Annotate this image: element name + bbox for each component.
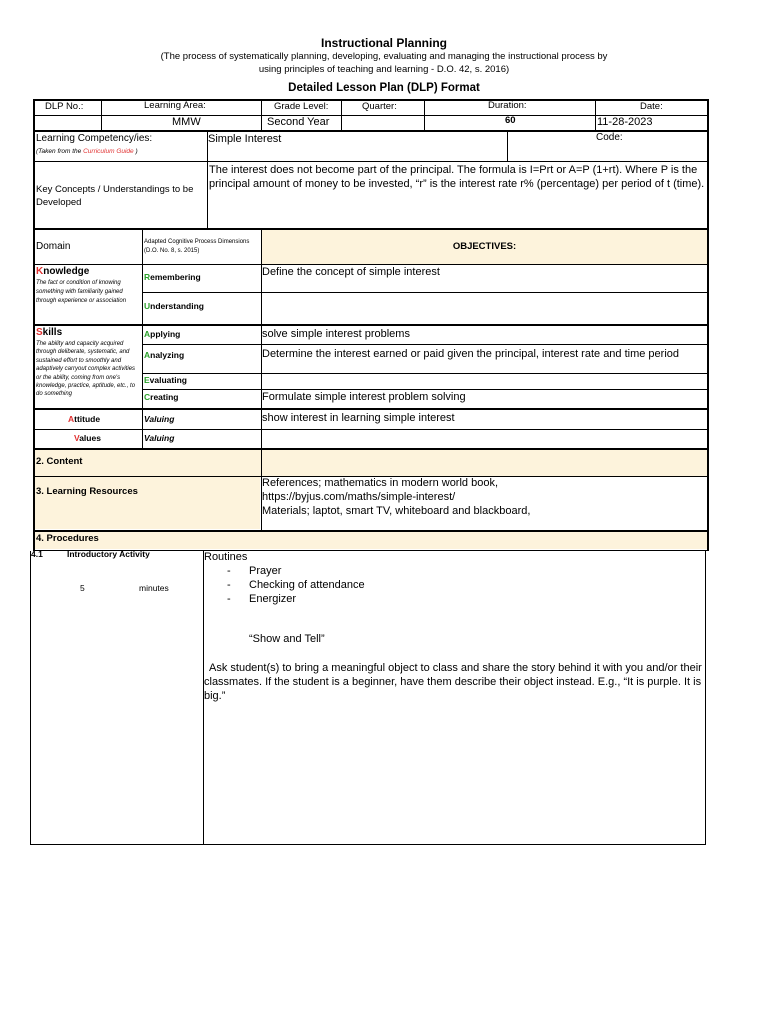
attitude-bottom (34, 429, 708, 430)
info-col-5 (595, 100, 596, 130)
concepts-value: The interest does not become part of the principal. The formula is I=Prt or A=P (1+rt). Where P is the principal amount of money to be invested, “r” is the interest rate r% (percentage) per period of t (time). (209, 164, 705, 190)
quarter-label: Quarter: (362, 101, 397, 112)
page-title: Instructional Planning (320, 36, 447, 50)
info-col-3 (341, 100, 342, 130)
attitude-objective: show interest in learning simple interest (262, 412, 455, 424)
routine-item: Prayer (249, 565, 282, 577)
bullet: - (227, 593, 231, 605)
info-col-4 (424, 100, 425, 130)
bullet: - (227, 565, 231, 577)
competency-note-prefix: (Taken from the (36, 148, 84, 155)
creating-objective: Formulate simple interest problem solving (262, 391, 466, 403)
competency-note-suffix: ) (133, 148, 138, 155)
code-col-divider (507, 131, 508, 161)
procedure-box-right (705, 551, 706, 844)
resources-references: References; mathematics in modern world book, (262, 477, 498, 489)
attitude-process: Valuing (144, 414, 175, 424)
knowledge-mid-line (143, 292, 708, 293)
learning-area-label: Learning Area: (144, 100, 206, 111)
skills-domain: Skills (36, 327, 63, 338)
activity-description: Ask student(s) to bring a meaningful object to class and share the story behind it with you and/or their classmates. If the student is a beginner, have them describe their object instead. E.g., “It is purple. It is big.” (204, 662, 702, 702)
procedures-label: 4. Procedures (36, 533, 99, 544)
info-col-1 (101, 100, 102, 130)
code-label: Code: (596, 132, 623, 143)
grade-level-value: Second Year (267, 116, 330, 128)
routine-item: Energizer (249, 593, 297, 605)
creating-process: Creating (144, 392, 179, 402)
concepts-row-bottom (33, 228, 709, 230)
competency-label: Learning Competency/ies: (36, 133, 153, 144)
duration-minutes-label: minutes (139, 583, 169, 593)
format-title: Detailed Lesson Plan (DLP) Format (288, 82, 480, 94)
page-subtitle-line1: (The process of systematically planning, developing, evaluating and managing the instructional process by (160, 51, 608, 62)
competency-value: Simple Interest (208, 133, 282, 145)
duration-value: 60 (505, 115, 516, 126)
competency-note (36, 148, 138, 155)
routine-item: Checking of attendance (249, 579, 365, 591)
duration-label: Duration: (488, 100, 527, 111)
applying-process: Applying (144, 329, 181, 339)
knowledge-bottom (33, 324, 709, 326)
content-row-fill (34, 449, 708, 476)
domain-header-bottom (34, 264, 708, 265)
values-bottom (33, 448, 709, 450)
resources-materials: Materials; laptot, smart TV, whiteboard and blackboard, (262, 505, 531, 517)
skills-line-1 (143, 344, 708, 345)
page-subtitle-line2: using principles of teaching and learning - D.O. 42, s. 2016) (258, 64, 510, 75)
resources-link[interactable]: https://byjus.com/maths/simple-interest/ (262, 491, 456, 503)
duration-minutes-value: 5 (80, 583, 85, 593)
knowledge-description: The fact or condition of knowing something with familiarity gained through experience or association (36, 280, 127, 304)
skills-line-2 (143, 373, 708, 374)
evaluating-process: Evaluating (144, 375, 187, 385)
attitude-domain: Attitude (68, 414, 101, 424)
values-process: Valuing (144, 433, 175, 443)
applying-objective: solve simple interest problems (262, 328, 410, 340)
skills-description: The ability and capacity acquired through deliberate, systematic, and sustained effort to smoothly and adaptively carryout complex activities or the ability, coming from one's knowledge, practice, aptitude, etc., to do something (36, 341, 136, 398)
resources-bottom (33, 530, 709, 532)
learning-area-value: MMW (172, 116, 201, 128)
resources-label: 3. Learning Resources (36, 486, 138, 497)
domain-col-divider-1 (142, 230, 143, 449)
procedure-box-left (30, 551, 31, 844)
procedure-box-bottom (30, 844, 706, 845)
knowledge-domain: Knowledge (36, 266, 90, 277)
skills-bottom (33, 408, 709, 410)
values-domain: Values (74, 433, 101, 443)
procedures-row-fill (34, 531, 708, 549)
concepts-label: Key Concepts / Understandings to be Developed (36, 184, 194, 208)
info-col-2 (261, 100, 262, 130)
skills-line-3 (143, 389, 708, 390)
dlp-no-label: DLP No.: (45, 101, 84, 112)
analyzing-objective: Determine the interest earned or paid given the principal, interest rate and time period (262, 348, 680, 360)
activity-title: “Show and Tell” (249, 633, 325, 645)
date-value: 11-28-2023 (597, 116, 653, 128)
competency-row-bottom (34, 161, 708, 162)
objectives-label: OBJECTIVES: (452, 241, 517, 252)
activity-title-label: Introductory Activity (67, 549, 150, 559)
curriculum-guide-link: Curriculum Guide (83, 148, 134, 155)
remembering-process: Remembering (144, 272, 201, 282)
grade-level-label: Grade Level: (274, 101, 329, 112)
activity-number: 4.1 (31, 549, 43, 559)
routines-title: Routines (204, 551, 248, 563)
content-label: 2. Content (36, 456, 83, 467)
date-label: Date: (640, 101, 663, 112)
resources-label-fill (34, 477, 260, 529)
understanding-process: Understanding (144, 301, 204, 311)
remembering-objective: Define the concept of simple interest (262, 266, 440, 278)
analyzing-process: Analyzing (144, 350, 185, 360)
bullet: - (227, 579, 231, 591)
dimensions-label: Adapted Cognitive Process Dimensions (D.O. No. 8, s. 2015) (144, 239, 250, 254)
domain-label: Domain (36, 241, 71, 252)
